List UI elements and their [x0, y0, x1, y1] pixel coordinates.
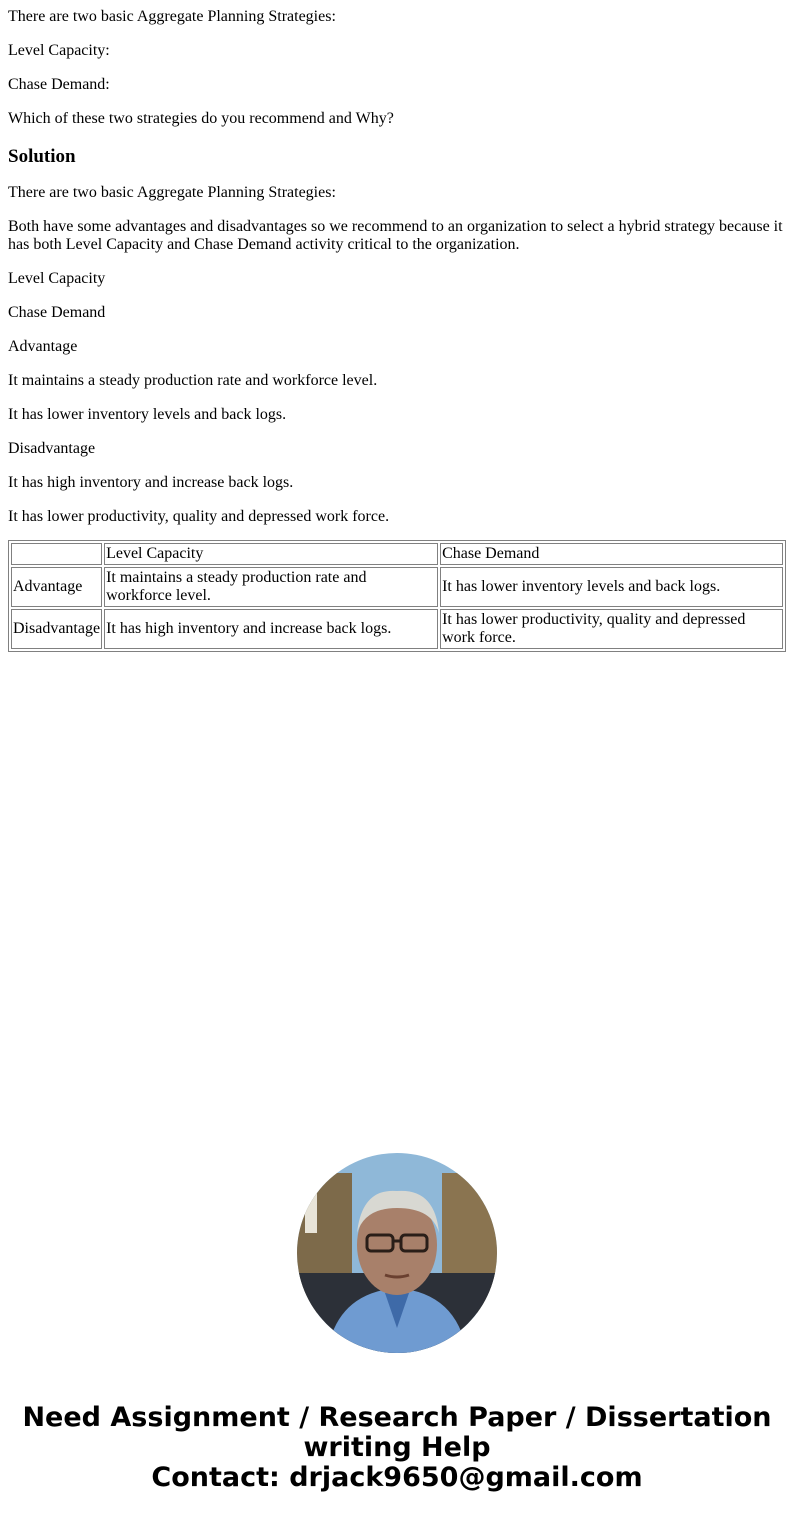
table-row: [11, 609, 783, 649]
table-cell: It has lower productivity, quality and depressed work force.: [440, 609, 783, 649]
promo-line: Need Assignment / Research Paper / Dissertation: [22, 1402, 772, 1433]
table-header-cell: [11, 543, 102, 565]
table-cell: Advantage: [11, 567, 102, 607]
table-cell: It has high inventory and increase back logs.: [104, 609, 438, 649]
table-row: [11, 567, 783, 607]
solution-line: Level Capacity: [8, 270, 106, 287]
document-body: [8, 0, 786, 652]
author-photo-image: [297, 1153, 497, 1353]
promo-footer: [0, 1153, 794, 1493]
table-header-cell: Level Capacity: [104, 543, 438, 565]
solution-heading: Solution: [8, 146, 76, 167]
solution-line: Chase Demand: [8, 304, 106, 321]
promo-line: writing Help: [303, 1432, 491, 1463]
question-intro: There are two basic Aggregate Planning Strategies:: [8, 8, 336, 25]
solution-line: It has lower productivity, quality and depressed work force.: [8, 508, 390, 525]
table-header-cell: Chase Demand: [440, 543, 783, 565]
solution-line: It has high inventory and increase back logs.: [8, 474, 294, 491]
question-strategy-level: Level Capacity:: [8, 42, 110, 59]
table-cell: It maintains a steady production rate and workforce level.: [104, 567, 438, 607]
solution-line: Disadvantage: [8, 440, 96, 457]
table-cell: Disadvantage: [11, 609, 102, 649]
promo-text: [0, 1403, 794, 1493]
table-cell: It has lower inventory levels and back logs.: [440, 567, 783, 607]
solution-line: It maintains a steady production rate and workforce level.: [8, 372, 378, 389]
question-prompt: Which of these two strategies do you recommend and Why?: [8, 110, 394, 127]
solution-recommendation: Both have some advantages and disadvantages so we recommend to an organization to select a hybrid strategy because it has both Level Capacity and Chase Demand activity critical to the organization.: [8, 218, 783, 253]
question-strategy-chase: Chase Demand:: [8, 76, 110, 93]
comparison-table: [8, 540, 786, 652]
table-header-row: [11, 543, 783, 565]
solution-intro: There are two basic Aggregate Planning Strategies:: [8, 184, 336, 201]
solution-line: Advantage: [8, 338, 78, 355]
promo-contact: Contact: drjack9650@gmail.com: [151, 1462, 643, 1493]
author-avatar: [297, 1153, 497, 1353]
solution-line: It has lower inventory levels and back logs.: [8, 406, 287, 423]
